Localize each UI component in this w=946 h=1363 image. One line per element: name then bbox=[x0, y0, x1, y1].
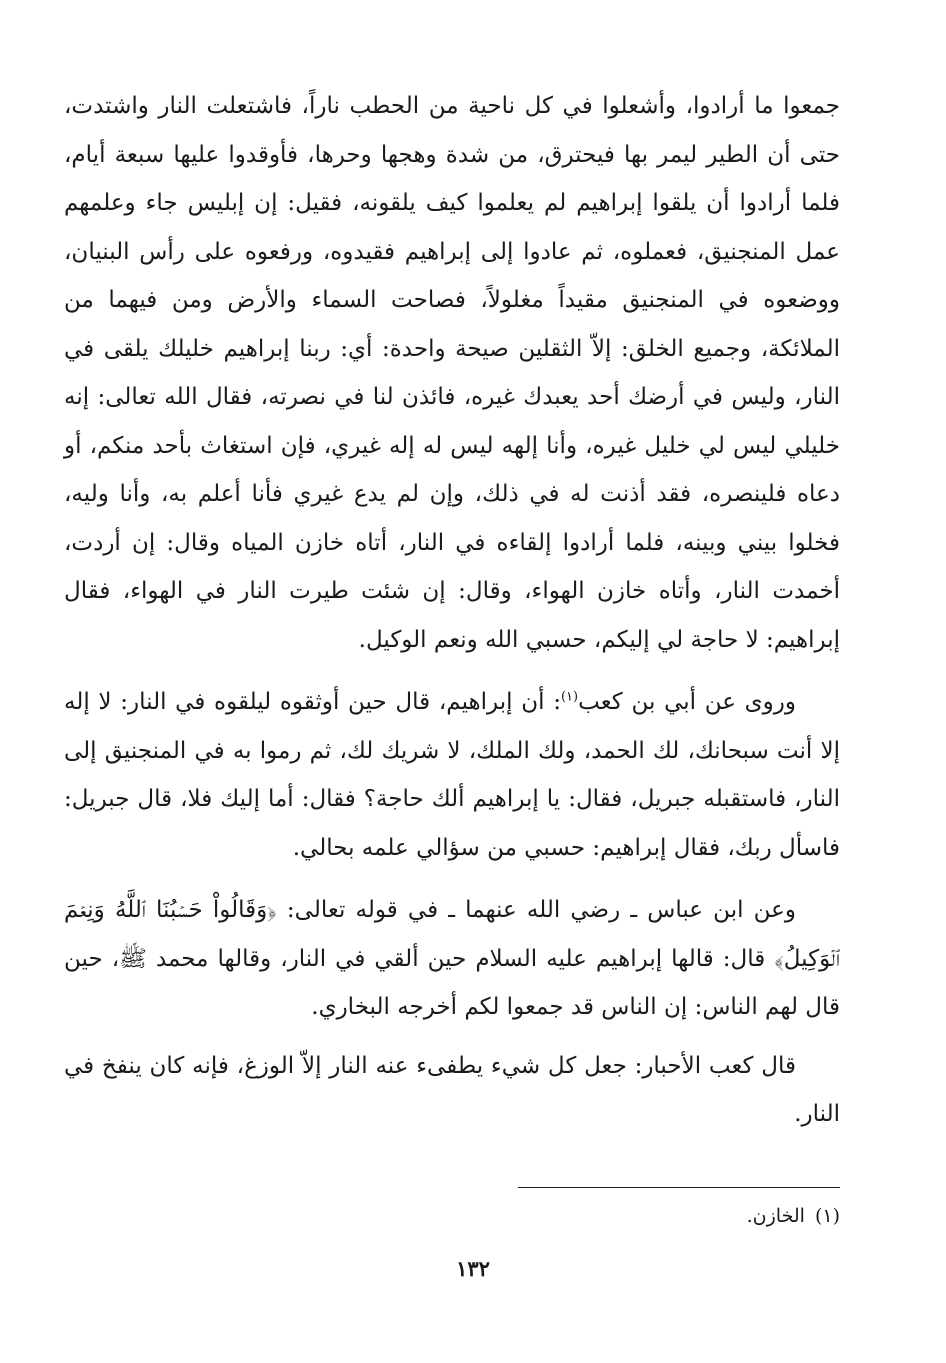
paragraph-4: قال كعب الأحبار: جعل كل شيء يطفىء عنه النار إلاّ الوزغ، فإنه كان ينفخ في النار. bbox=[64, 1052, 840, 1127]
footnote bbox=[64, 1200, 840, 1232]
footnote-reference[interactable]: (١) bbox=[560, 689, 579, 705]
paragraph-3: وعن ابن عباس ـ رضي الله عنهما ـ في قوله تعالى: ﴿وَقَالُواْ حَسۡبُنَا ٱللَّهُ وَنِعۡمَ ٱلۡوَكِيلُ﴾ قال: قالها إبراهيم عليه السلام حين ألقي في النار، وقالها محمد ﷺ، حين قال لهم الناس: إن الناس قد جمعوا لكم أخرجه البخاري. bbox=[64, 897, 840, 1020]
paragraph-1: جمعوا ما أرادوا، وأشعلوا في كل ناحية من الحطب ناراً، فاشتعلت النار واشتدت، حتى أن الطير ليمر بها فيحترق، من شدة وهجها وحرها، فأوقدوا عليها سبعة أيام، فلما أرادوا أن يلقوا إبراهيم لم يعلموا كيف يلقونه، فقيل: إن إبليس جاء وعلمهم عمل المنجنيق، فعملوه، ثم عادوا إلى إبراهيم فقيدوه، ورفعوه على رأس البنيان، ووضعوه في المنجنيق مقيداً مغلولاً، فصاحت السماء والأرض ومن فيهما من الملائكة، وجميع الخلق: إلاّ الثقلين صيحة واحدة: أي: ربنا إبراهيم خليلك يلقى في النار، وليس في أرضك أحد يعبدك غيره، فائذن لنا في نصرته، فقال الله تعالى: إنه خليلي ليس لي خليل غيره، وأنا إلهه ليس له إله غيري، فإن استغاث بأحد منكم، أو دعاه فلينصره، فقد أذنت له في ذلك، وإن لم يدع غيري فأنا أعلم به، وأنا وليه، فخلوا بيني وبينه، فلما أرادوا إلقاءه في النار، أتاه خازن المياه وقال: إن أردت، أخمدت النار، وأتاه خازن الهواء، وقال: إن شئت طيرت النار في الهواء، فقال إبراهيم: لا حاجة لي إليكم، حسبي الله ونعم الوكيل. bbox=[64, 93, 840, 653]
page-number: ١٣٢ bbox=[456, 1256, 490, 1281]
paragraph-2-lead: وروى عن أبي بن كعب bbox=[578, 689, 796, 715]
paragraph-2 bbox=[64, 678, 840, 872]
footnote-divider bbox=[518, 1187, 840, 1188]
footnote-number: (١) bbox=[814, 1205, 840, 1227]
paragraph-2-rest: : أن إبراهيم، قال حين أوثقوه ليلقوه في النار: لا إله إلا أنت سبحانك، لك الحمد، ولك الملك، لا شريك لك، ثم رموا به في المنجنيق إلى النار، فاستقبله جبريل، فقال: يا إبراهيم ألك حاجة؟ فقال: أما إليك فلا، قال جبريل: فاسأل ربك، فقال إبراهيم: حسبي من سؤالي علمه بحالي. bbox=[64, 689, 840, 861]
footnote-text: الخازن. bbox=[746, 1205, 805, 1227]
main-text bbox=[64, 82, 840, 1139]
